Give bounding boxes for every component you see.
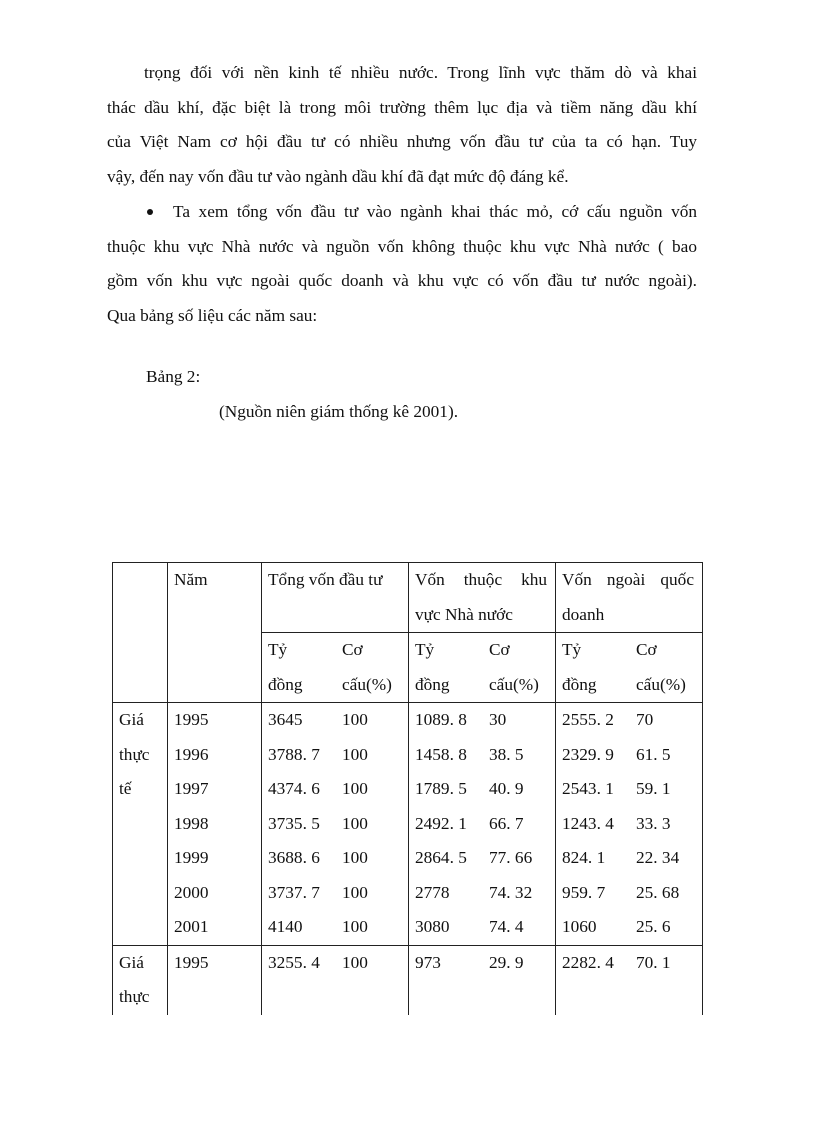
header-year: Năm: [168, 563, 262, 703]
table-cell-value: 3688. 6: [268, 848, 320, 867]
bullet-paragraph: [107, 195, 697, 333]
group-label-line: thực: [119, 744, 150, 764]
table-cell-value: 100: [342, 779, 368, 798]
state-value-list: [415, 946, 489, 981]
table-cell-value: 100: [342, 848, 368, 867]
investment-table: [112, 562, 703, 1015]
subheader-label: cấu(%): [636, 674, 686, 694]
table-cell-value: 100: [342, 917, 368, 936]
table-cell-value: 74. 32: [489, 882, 533, 902]
table-cell-value: 33. 3: [636, 813, 671, 833]
paragraph-line: của Việt Nam cơ hội đầu tư có nhiều nhưng vốn đầu tư của ta có hạn. Tuy: [107, 132, 697, 151]
total-value-list: [268, 946, 342, 981]
subheader-label: cấu(%): [489, 674, 539, 694]
paragraph-line: gồm vốn khu vực ngoài quốc doanh và khu vực có vốn đầu tư nước ngoài).: [107, 271, 697, 290]
table-cell-value: 3255. 4: [268, 952, 320, 972]
subheader-label: Tỷ: [268, 640, 288, 659]
group-label-line: thực: [119, 987, 150, 1006]
table-cell-value: 30: [489, 710, 507, 729]
table-cell-value: 100: [342, 882, 368, 902]
table-cell-value: 1999: [174, 848, 209, 867]
table-cell-value: 2492. 1: [415, 813, 467, 833]
nonstate-share-list: [636, 946, 671, 981]
state-cell: [409, 703, 556, 946]
table-cell-value: 2864. 5: [415, 848, 467, 867]
nonstate-value-list: [562, 946, 636, 981]
subheader-state: [409, 633, 556, 703]
subheader-label: Cơ: [636, 640, 657, 659]
group-label-line: tế: [119, 779, 132, 798]
subheader-label: đồng: [562, 674, 597, 694]
subheader-label: cấu(%): [342, 674, 392, 694]
table-cell-value: 1998: [174, 813, 209, 833]
subheader-label: Cơ: [342, 640, 363, 659]
table-row-group-current-prices: [113, 703, 703, 946]
table-cell-value: 1997: [174, 779, 209, 798]
table-cell-value: 3788. 7: [268, 744, 320, 764]
year-list: [174, 946, 261, 981]
group-label-line: Giá: [119, 710, 144, 729]
table-cell-value: 29. 9: [489, 952, 524, 972]
table-header-row: [113, 563, 703, 633]
table-cell-value: 1060: [562, 917, 597, 936]
paragraph-line: vậy, đến nay vốn đầu tư vào ngành dầu khí đã đạt mức độ đáng kể.: [107, 166, 569, 186]
table-cell-value: 61. 5: [636, 744, 671, 764]
table-cell-value: 973: [415, 952, 441, 972]
table-cell-value: 100: [342, 744, 368, 764]
nonstate-cell: [556, 703, 703, 946]
table-cell-value: 3645: [268, 710, 303, 729]
header-total: [262, 563, 409, 633]
subheader-label: Tỷ: [562, 640, 582, 659]
table-cell-value: 2543. 1: [562, 779, 614, 798]
header-total-label: Tổng vốn đầu tư: [268, 570, 383, 589]
header-nonstate-line: Vốn ngoài quốc: [562, 570, 694, 589]
subheader-nonstate: [556, 633, 703, 703]
table-source: (Nguồn niên giám thống kê 2001).: [219, 402, 459, 421]
table-cell-value: 3735. 5: [268, 813, 320, 833]
table-cell-value: 1458. 8: [415, 744, 467, 764]
header-empty-cell: [113, 563, 168, 703]
table-cell-value: 38. 5: [489, 744, 524, 764]
table-cell-value: 824. 1: [562, 848, 606, 867]
table-cell-value: 74. 4: [489, 917, 524, 936]
state-cell: [409, 945, 556, 1015]
table-cell-value: 3080: [415, 917, 450, 936]
group-label-second: [113, 945, 168, 1015]
table-cell-value: 77. 66: [489, 848, 533, 867]
table-cell-value: 1789. 5: [415, 779, 467, 798]
nonstate-value-list: [562, 703, 636, 945]
subheader-label: đồng: [415, 674, 450, 694]
table-cell-value: 100: [342, 813, 368, 833]
table-cell-value: 2000: [174, 882, 209, 902]
table-cell-value: 1243. 4: [562, 813, 614, 833]
intro-paragraph: [107, 56, 697, 194]
nonstate-cell: [556, 945, 703, 1015]
table-cell-value: 959. 7: [562, 882, 606, 902]
years-cell: [168, 703, 262, 946]
subheader-label: Tỷ: [415, 640, 435, 659]
table-cell-value: 2329. 9: [562, 744, 614, 764]
paragraph-line: Qua bảng số liệu các năm sau:: [107, 305, 318, 325]
table-row-group-second: [113, 945, 703, 1015]
total-share-list: [342, 946, 368, 981]
total-cell: [262, 703, 409, 946]
paragraph-line: trọng đối với nền kinh tế nhiều nước. Trong lĩnh vực thăm dò và khai: [144, 63, 697, 82]
table-cell-value: 70. 1: [636, 952, 671, 972]
paragraph-line: thuộc khu vực Nhà nước và nguồn vốn không thuộc khu vực Nhà nước ( bao: [107, 236, 697, 256]
bullet-icon: [147, 209, 153, 215]
table-cell-value: 4140: [268, 917, 303, 936]
table-cell-value: 2282. 4: [562, 952, 614, 972]
paragraph-line: thác dầu khí, đặc biệt là trong môi trường thêm lục địa và tiềm năng dầu khí: [107, 97, 697, 117]
table-cell-value: 70: [636, 710, 654, 729]
table-cell-value: 1089. 8: [415, 710, 467, 729]
table-cell-value: 4374. 6: [268, 779, 320, 798]
header-state-line: Vốn thuộc khu: [415, 570, 547, 589]
header-state: [409, 563, 556, 633]
table-cell-value: 1996: [174, 744, 209, 764]
table-cell-value: 59. 1: [636, 779, 671, 798]
table-cell-value: 100: [342, 710, 368, 729]
year-list: [174, 703, 261, 945]
table-cell-value: 22. 34: [636, 848, 680, 867]
table-caption: Bảng 2:: [146, 367, 201, 386]
total-cell: [262, 945, 409, 1015]
group-label-current-prices: [113, 703, 168, 946]
years-cell: [168, 945, 262, 1015]
table-cell-value: 25. 68: [636, 882, 680, 902]
total-share-list: [342, 703, 368, 945]
table-cell-value: 25. 6: [636, 917, 671, 936]
header-nonstate: [556, 563, 703, 633]
table-cell-value: 66. 7: [489, 813, 524, 833]
subheader-total: [262, 633, 409, 703]
table-cell-value: 3737. 7: [268, 882, 320, 902]
group-label-line: Giá: [119, 952, 144, 972]
header-state-line: vực Nhà nước: [415, 604, 513, 624]
table-cell-value: 1995: [174, 710, 209, 729]
table-cell-value: 1995: [174, 952, 209, 972]
subheader-label: đồng: [268, 674, 303, 694]
nonstate-share-list: [636, 703, 679, 945]
table-cell-value: 2778: [415, 882, 450, 902]
state-value-list: [415, 703, 489, 945]
state-share-list: [489, 703, 532, 945]
table-cell-value: 2001: [174, 917, 209, 936]
total-value-list: [268, 703, 342, 945]
table-cell-value: 40. 9: [489, 779, 524, 798]
header-nonstate-line: doanh: [562, 604, 605, 624]
subheader-label: Cơ: [489, 640, 510, 659]
paragraph-line: Ta xem tổng vốn đầu tư vào ngành khai thác mỏ, cớ cấu nguồn vốn: [173, 202, 697, 221]
table-cell-value: 100: [342, 952, 368, 972]
state-share-list: [489, 946, 524, 981]
table-cell-value: 2555. 2: [562, 710, 614, 729]
